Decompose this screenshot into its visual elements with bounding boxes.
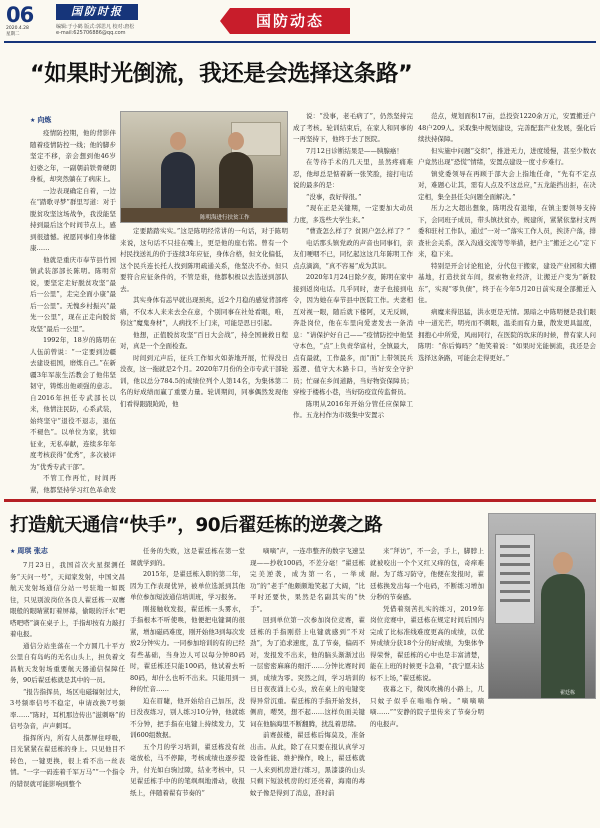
story2-author: 周琪 张志 (17, 547, 48, 555)
story2-photo (488, 513, 596, 699)
story1-column-1: 疫情防控期，他的背影伴随着疫情防控一线；他的脚步坚定不移，亲会想到他46岁妇婆之年，一副朝前铁骨硬朗身板，却突然躺在了病床上。 一边表现确定自着，一边在“踏歌寻梦”群里写道：对于脱贫攻坚这场战争，我没能坚持到最后这个时间节点上，感到很遗憾。祝愿同事们身体健康…… 他就是重庆市奉节县竹园镇武装部部长陈明。陈明常说，要坚定走好脱贫攻坚“最后一公里”，走完全面小康“最后一公里”。无愧乡村振兴“最先一公里”，现在正走向脱贫攻坚“最后一公里”。 1992年，18岁的陈明在人伍前曾说：“一定要到边疆去建设祖国，磨炼自己。”在新疆3年军旅生活教会了他伟坚韧守，铸炼出他顽强的意志。自2016年担任专武部长以来，他情注民防，心系武装，始终坚守“退役不退志，退伍不褪色”。以单位为家，犹如征业，无私奉献，连续多年年度考核获得“优秀”，多次被评为“优秀专武干部”。 不管工作再忙，时间再紧，他都坚持学习红色革命发 (30, 129, 116, 494)
star-icon: ★ (30, 117, 36, 124)
star-icon: ★ (10, 548, 16, 555)
person-shape (541, 574, 585, 699)
story2-column-1: 7月23日，我国首次火星探测任务“天问一号”，天闻家发射，中国文昌航天发射场通信分站一号驻地一如既往，只见别波岗位各良人翟廷栋一双鹰眼般的眼睛紧盯着屏幕，偷眼的汗水“吧嗒吧嗒”滴在桌子上，手指却按有力敲打着电报。 通信分站坐落在一个方圆几十平方公里自有岛屿的无名山头上，担负着文昌航天发射场重要航天器通信保障任务，90后翟廷栋就是其中的一员。 “报告指挥员，场区电磁辐射过大，3号频率信号不稳定，申请改换7号频率……”陈时，耳机那边传出“滋刺咯”的信号杂音，声声刺耳。 指挥所内，所有人员都屏住呼吸，目光紧紧在翟廷栋的身上。只见他目不转色，一键更换，很上看不出一丝表情。“一字一码连着千军万马”“一个指令的错误就可能影响到整个 (10, 561, 125, 788)
page-number: 06 (6, 3, 34, 27)
story1-photo-caption: 陈明海进行扶贫工作 (200, 215, 250, 221)
story1-headline: “如果时光倒流，我还是会选择这条路” (30, 61, 413, 87)
section-title: 国防动态 (230, 8, 350, 34)
story2-photo-caption: 翟廷栋 (560, 690, 576, 696)
story2-column-3: 嘀嘀”声，一连串整齐的数字飞速呈现——抄收100码，不差分毫！”翟廷栋完美逆袭，成为第一名，一举成功”的“老手”他颇颇地笑起了大阔，“比平时还要快，果然是名副其实的“快手”。 回到单位第一次参加岗位竞赛，翟廷栋的手指刚搭上电键就感到“不对劲”，为了追求速度，乱了节奏，偏码不对，发报发不出来，他的脑头渐渐过出一层密密麻麻的细汗……分钟比赛时间到，成绩为零。突然之间，学习培训的日日夜夜涌上心头，放在桌上的电键变得异常沉重。翟廷栋的手指开始发抖，侧肩，嘤哭，想不起……这样负面关键词在他脑海里不断翻腾，扰乱着思绪。 前赛鼓楼，翟廷栋后悔莫及，准备出击。从此，除了在只要在报认真学习设备性能、维护操作，晚上，翟廷栋就一人来到机房进行练习，黑漆漆的山头只剩下短波机房的灯还亮着，海南的毒蚊子像是得到了消息，准时前 (250, 547, 365, 797)
story1-photo (120, 111, 288, 223)
weekday-text: 星期二 (6, 32, 20, 37)
story2-headline: 打造航天通信“快手”，90后翟廷栋的逆袭之路 (10, 515, 383, 536)
story1-byline (30, 115, 51, 125)
story1-author: 向炼 (37, 116, 52, 124)
publication-date (6, 26, 29, 38)
story1-column-2: 定要踏踏实实。”这是陈明经常讲的一句话，对于陈明来说，这句话不只挂在嘴上，更是他的座右铭。曾有一个村民找送礼的价于连续3年应征，身体合格，但文化偏低，这个民兵连长托人找到陈明疏通关系，他坚决不办。但只要符合应征条件的，不管是谁，他都积极以去选送到部队去。 其实身体有恙早就出现预兆，近2个月稳的感觉背部疼痛，不仅本人来来去全在意，个别同事在社处看眼，唯，你这“魔鬼身材”，人病找不上门来，可能是思日引起。 他想，正值脱贫攻坚“百日大会战”，持全国兼救日程对，真是一个全面检查。 时间到元声后，征兵工作如火如荼地开展，忙得没日没夜，这一拖就是2个月。2020年7月份的全市专武干部轮训，他以总分784.5的成绩位列个人第14名，为集体第二名的好成绩而赢了重要力量。轮训期间，同事偶然发现他们看得跟跟跄跄，他 (120, 227, 288, 408)
header-divider (4, 41, 596, 43)
editor-credits: 编辑:于小鹤 版式:郭思凡 校对:唐松 (56, 24, 135, 30)
date-text: 2020.4.28 (6, 26, 29, 31)
editor-email: e-mail:625706886@qq.com (56, 30, 126, 36)
story-divider (4, 499, 596, 502)
equipment-rack-shape (495, 534, 535, 624)
masthead (0, 0, 600, 40)
story2-column-4: 来“拜访”，不一会，手上，脚脖上就被咬出一个个又红又痒的包，奇痒难耐。为了练习防守，他便在发报时，翟廷栋换发出每一个电码，不断练习增加分秒的节奏感。 凭借着刻苦扎实的练习，2019年岗位竞赛中，翟廷栋在规定时间后国内完成了比标准线难度更高的成绩，以优异成绩分获18个分的好成绩，为集体争得荣誉，翟廷栋的心中也是丰富清楚，能在上班的时候更卡急着，“我宁愿未达标不上场，”翟廷栋说。 夜幕之下，微风吹拂的小路上，几只蚊子似乎在嗡嗡作响。“嘀嘀嘀嘀……”“安静的院子里传来了节奏分明的电报声。 (370, 547, 484, 728)
story1-column-3: 说：“没事，老毛病了”，仍然坚持完成了考核。轮训结束后，在家人和同事的一再坚持下，他终于去了医院。 7月12日诊断结果是——胰腺癌！ 在等待手术的几天里，虽然疼痛难忍，他却总是惦着新一张笑脸，接打电话说的最多的是： “没事，我好得很。” “现在正是关键期，一定要加大动员力度，多选些大学生来。” “曹查怎么样了？贫困户怎么样了？” 电话那头镇党政的声音也同事们，亲友们哽咽不已，同忆起这这几年陈明工作点点滴滴，“真不容易”成为其识。 2020年1月24日除夕夜，陈明在家中接到返岗电话。几乎同时，妻子也接到电令，因为她在奉节县中医院工作。夫妻相互对视一眼，随后就下楼阿，叉无反顾，奔赴岗位，他在车里向爱妻发去一条消息：“请保护好自己——”疫情防控中他坚守本色，“点”上负责华富村，全镇最大，点有最就，工作最多，而“面”上带领民兵巡逻、值守大木路卡口，当好安全守护员；忙碌在乡间道路，当好物资保障员；穿梭于楼栋小巷，当好防疫宣传监督员。 陈明从2016年开始分管任应保障工作。五龙村作为市级集中安置示 (293, 112, 413, 419)
story1-column-4: 范点，规划面积17亩，总投资1220余万元，安置搬迁户48户209人。采取集中规划建设，完善配套产业发展，强化后续扶持保障。 但实施中问题“交织”，推进无力，进度缓慢，甚至少数农户竟然出现“恐慌”情绪，安置点建设一度寸步难行。 镇党委领导在再顾于部大会上指地任命，“先有不定点对，难题心让其，需有人点及不这总应，”五龙能挡出拒，在决定相，集全县任尖问题全面解决。” 压力之大超出想象，陈明没有退缩，在镇主要领导支持下，会同班子成员，带头镇扶贫办，规建所，紧紧依靠村支两委和驻村工作队，通过“一对一”落实工作人员，挨济户落，排查社会关系，深入沟通交流等等举措，把户主”搬迁之心”定下来，稳下来。 特别是开会讨论租论，分代包干搬家，建设产业园和大棚基地，打造扶贫车间，探索物业经济，让搬迁户变为“新股东”，实现“零负债”，终于在今年5月20日前实现全部搬迁入住。 病魔来得迅猛，洪水更是无情。黑暗之中陈明便是我们眼中一道光芒，明亮而不刺眼，温柔而有力量，散发更具温度，拥抱心中所爱，风雨同行，在医院的坎床的时候，曾有家人问陈明：“你后悔吗？”他笑着说：“如果时光能倒流，我还是会选择这条路，可能会走得更好。” (418, 112, 596, 362)
story2-byline (10, 546, 48, 556)
story2-column-2: 任务的失败，这是翟廷栋在第一堂课就学到的。 2015年，是翟廷栋入职的第二年，因为工作表现优异，被单位选派到其他单位参加短波通信培训班，学习报务。 刚接触收发报，翟廷栋一头雾水，手指根本不听使唤，他便把电键调的很紧，增加磁码难度，刚开始他3到每次发放2分钟实力。一同参加培训的有的已经有些基础，当身边人可以每分钟80码时，翟廷栋还只能100码，他试着去听80码，却什么也听不出来。只能用到一种的忙音…… 迫在眉睫，他开始给自己加压，没日没夜练习，别人练习10分钟，他就练不分钟，把手指在电键上持续发力，艾训600组数据。 五个月的学习培训，翟廷栋没有丝毫放松，马不停蹄，考核成绩也逐步提升，付光如白驹过隙，结业考核中，只见翟廷栋手中的的笔飒飒地滑动，收报纸上，伴随着翟有节奏的“ (130, 547, 245, 797)
newspaper-logo: 国防时报 (56, 4, 138, 20)
